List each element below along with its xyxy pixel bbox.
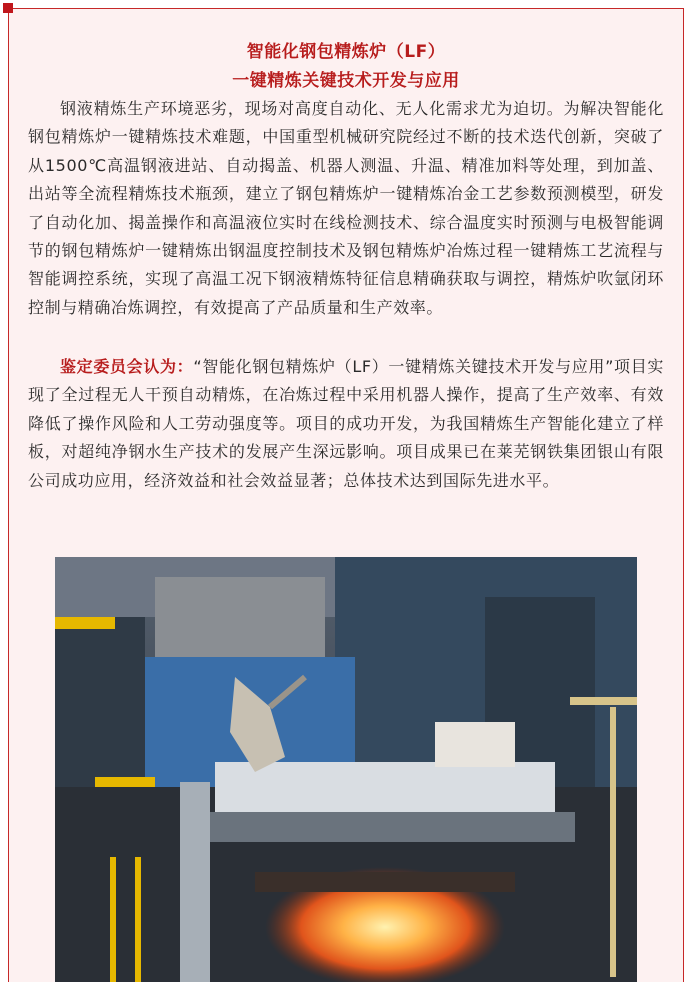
body-paragraph-1: 钢液精炼生产环境恶劣，现场对高度自动化、无人化需求尤为迫切。为解决智能化钢包精炼炉一键精炼技术难题，中国重型机械研究院经过不断的技术迭代创新，突破了从1500℃高温钢液进站、自动揭盖、机器人测温、升温、精准加料等处理，到加盖、出站等全流程精炼技术瓶颈，建立了钢包精炼炉一键精炼冶金工艺参数预测模型，研发了自动化加、揭盖操作和高温液位实时在线检测技术、综合温度实时预测与电极智能调节的钢包精炼炉一键精炼出钢温度控制技术及钢包精炼炉冶炼过程一键精炼工艺流程与智能调控系统，实现了高温工况下钢液精炼特征信息精确获取与调控，精炼炉吹氩闭环控制与精确冶炼调控，有效提高了产品质量和生产效率。: [28, 99, 664, 317]
body-paragraph-2: [28, 353, 664, 495]
article-title-line2: 一键精炼关键技术开发与应用: [232, 71, 460, 91]
appraisal-lead: 鉴定委员会认为：: [60, 357, 194, 376]
ladle-furnace-photo: [55, 557, 637, 982]
article-title-line1: 智能化钢包精炼炉（LF）: [246, 42, 446, 62]
corner-marker: [3, 3, 13, 13]
appraisal-body: “智能化钢包精炼炉（LF）一键精炼关键技术开发与应用”项目实现了全过程无人干预自动精炼，在冶炼过程中采用机器人操作，提高了生产效率、有效降低了操作风险和人工劳动强度等。项目的成功开发，为我国精炼生产智能化建立了样板，对超纯净钢水生产技术的发展产生深远影响。项目成果已在莱芜钢铁集团银山有限公司成功应用，经济效益和社会效益显著；总体技术达到国际先进水平。: [28, 357, 664, 490]
ladle-furnace-photo-illustration: [55, 557, 637, 982]
